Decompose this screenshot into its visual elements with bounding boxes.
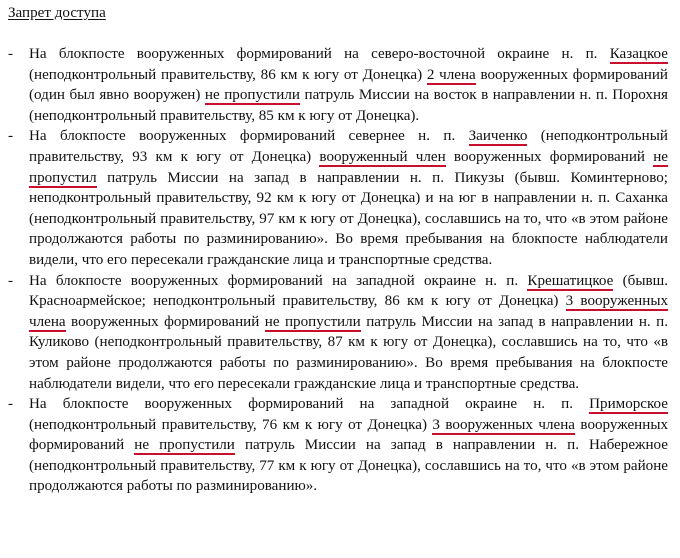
bullet-dash: - [8, 46, 14, 62]
section-heading: Запрет доступа [8, 5, 106, 21]
item-text: вооруженных формирований [445, 148, 654, 165]
access-denial-list [0, 44, 680, 497]
list-item-primorskoe [0, 394, 680, 497]
highlight-action: не пропустили [264, 313, 361, 330]
item-text: патруль Миссии на запад в направлении н. п. Куликово (неподконтрольный правительству, 87 км к югу от Донецка), сославшись на то, что «в этом районе продолжаются работы по разминированию». Во время пребывания на блокпосте наблюдатели видели, что его пересекали гражданские лица и транспортные средства. [29, 313, 668, 392]
highlight-actor: вооруженный член [319, 148, 446, 165]
highlight-place: Казацкое [609, 46, 668, 62]
bullet-dash: - [8, 272, 14, 289]
bullet-dash: - [8, 396, 14, 413]
highlight-action: не пропустили [134, 437, 235, 454]
item-text: вооруженных формирований [65, 313, 265, 330]
highlight-action: не пропустил [29, 148, 668, 186]
item-text: На блокпосте вооруженных формирований на западной окраине н. п. [29, 396, 590, 413]
item-text: На блокпосте вооруженных формирований севернее н. п. [29, 128, 469, 145]
highlight-actor: 3 вооруженных члена [29, 293, 669, 330]
item-text: (бывш. Красноармейское; неподконтрольный правительству, 86 км к югу от Донецка) [29, 272, 668, 310]
highlight-actor: 3 вооруженных члена [432, 416, 575, 433]
highlight-place: Приморское [589, 396, 668, 413]
item-text: (неподконтрольный правительству, 86 км к югу от Донецка) [29, 66, 427, 83]
highlight-place: Заиченко [468, 128, 528, 145]
item-text: (неподконтрольный правительству, 93 км к югу от Донецка) [29, 128, 668, 165]
list-item-kazatskoe [0, 44, 680, 126]
item-text: вооруженных формирований [29, 416, 669, 454]
highlight-action: не пропустили [204, 87, 300, 104]
highlight-actor: 2 члена [426, 66, 476, 83]
item-text: На блокпосте вооруженных формирований на западной окраине н. п. [29, 272, 528, 289]
item-text: (неподконтрольный правительству, 76 км к югу от Донецка) [29, 416, 433, 433]
item-text: вооруженных формирований (один был явно вооружен) [29, 66, 669, 104]
item-text: патруль Миссии на запад в направлении н. п. Пикузы (бывш. Коминтерново; неподконтрольный правительству, 92 км к югу от Донецка) и на юг в направлении н. п. Саханка (неподконтрольный правительству, 97 км к югу от Донецка), сославшись на то, что «в этом районе продолжаются работы по разминированию». Во время пребывания на блокпосте наблюдатели видели, что его пересекали гражданские лица и транспортные средства. [29, 169, 668, 268]
highlight-place: Крешатицкое [527, 272, 614, 289]
item-text: патруль Миссии на восток в направлении н. п. Порохня (неподконтрольный правительству, 85 км к югу от Донецка). [29, 87, 668, 124]
item-text: На блокпосте вооруженных формирований на северо-восточной окраине н. п. [29, 46, 610, 62]
bullet-dash: - [8, 128, 14, 145]
list-item-kreshatitskoe [0, 271, 680, 395]
item-text: патруль Миссии на запад в направлении н. п. Набережное (неподконтрольный правительству, 77 км к югу от Донецка), сославшись на то, что «в этом районе продолжаются работы по разминированию». [29, 437, 668, 495]
list-item-zaichenko [0, 126, 680, 270]
